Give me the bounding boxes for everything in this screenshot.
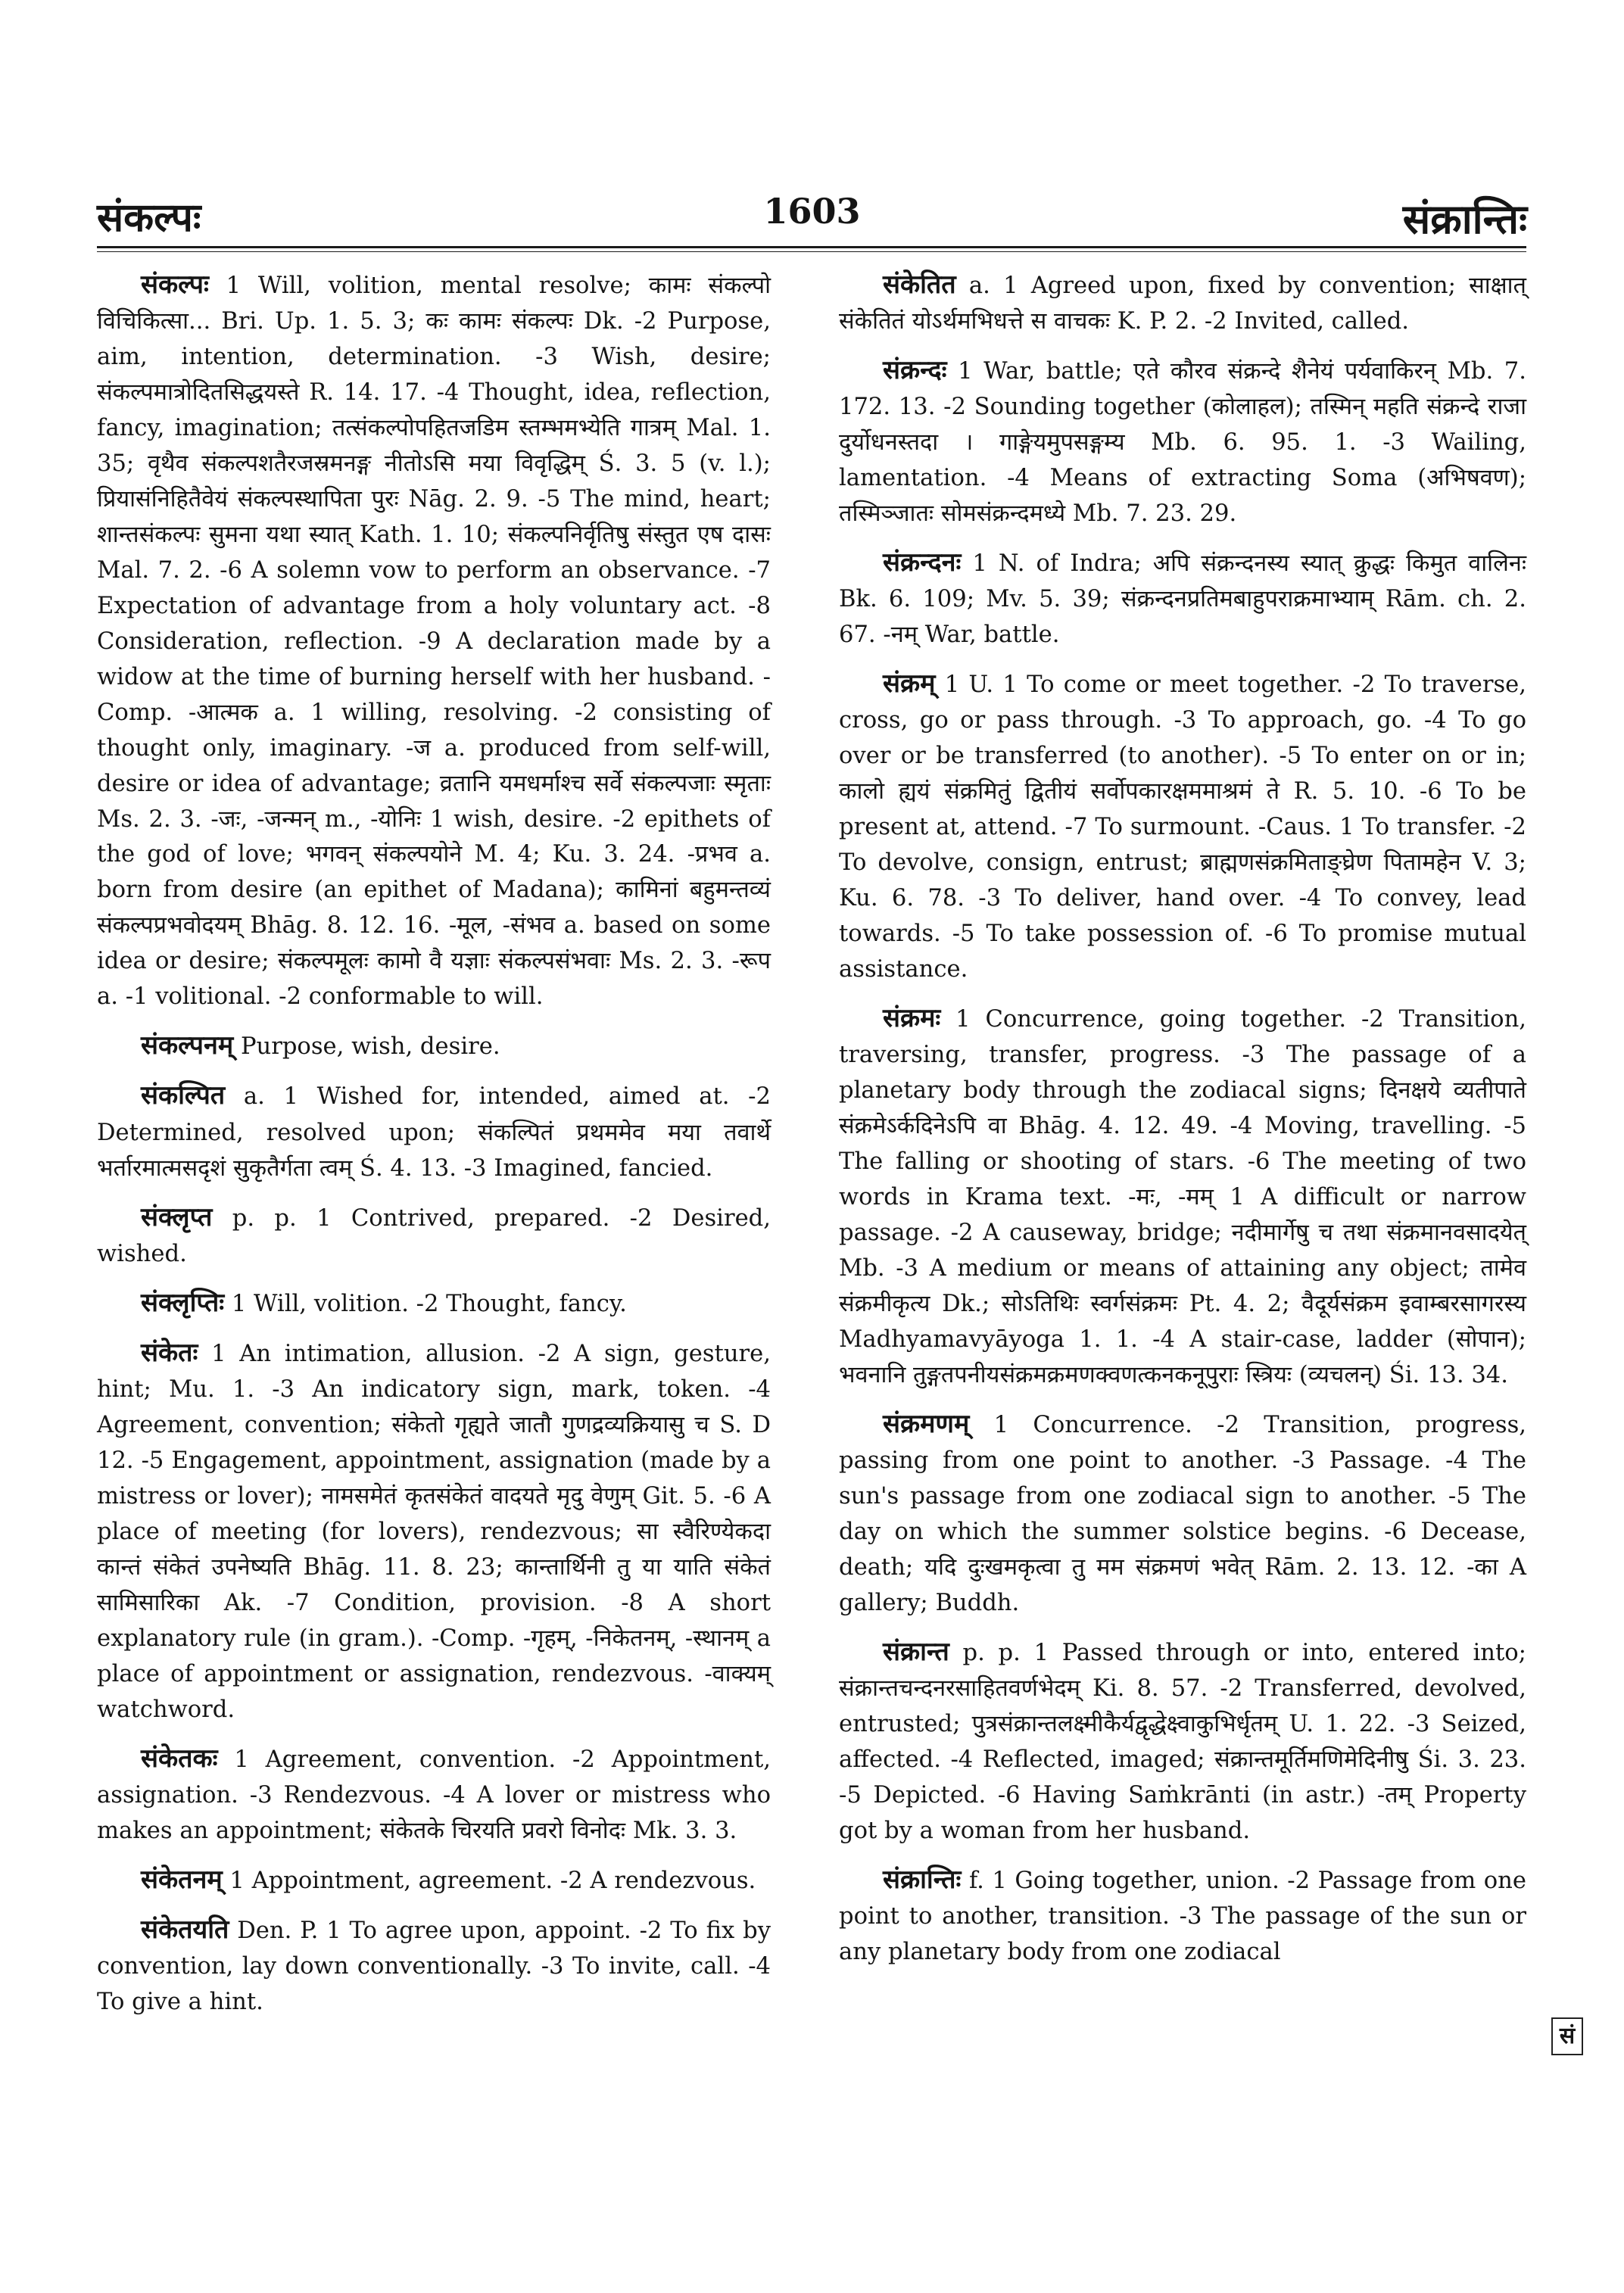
entry-definition: 1 Will, volition. -2 Thought, fancy.	[231, 1290, 627, 1317]
entry-definition: 1 An intimation, allusion. -2 A sign, gesture, hint; Mu. 1. -3 An indicatory sign, mark, token. -4 Agreement, convention; संकेतो गृह्यते जातौ गुणद्रव्यक्रियासु च S. D 12. -5 Engagement, appointment, assignation (made by a mistress or lover); नामसमेतं कृतसंकेतं वादयते मृदु वेणुम् Git. 5. -6 A place of meeting (for lovers), rendezvous; सा स्वैरिण्येकदा कान्तं संकेतं उपनेष्यति Bhāg. 11. 8. 23; कान्तार्थिनी तु या याति संकेतं सामिसारिका Ak. -7 Condition, provision. -8 A short explanatory rule (in gram.). -Comp. -गृहम्, -निकेतनम्, -स्थानम् a place of appointment or assignation, rendezvous. -वाक्यम् watchword.	[97, 1340, 771, 1723]
entry-definition: 1 Will, volition, mental resolve; कामः संकल्पो विचिकित्सा... Bri. Up. 1. 5. 3; कः कामः संकल्पः Dk. -2 Purpose, aim, intention, determination. -3 Wish, desire; संकल्पमात्रोदितसिद्धयस्ते R. 14. 17. -4 Thought, idea, reflection, fancy, imagination; तत्संकल्पोपहितजडिम स्तम्भमभ्येति गात्रम् Mal. 1. 35; वृथैव संकल्पशतैरजस्रमनङ्ग नीतोऽसि मया विवृद्धिम् Ś. 3. 5 (v. l.); प्रियासंनिहितैवेयं संकल्पस्थापिता पुरः Nāg. 2. 9. -5 The mind, heart; शान्तसंकल्पः सुमना यथा स्यात् Kath. 1. 10; संकल्पनिर्वृतिषु संस्तुत एष दासः Mal. 7. 2. -6 A solemn vow to perform an observance. -7 Expectation of advantage from a holy voluntary act. -8 Consideration, reflection. -9 A declaration made by a widow at the time of burning herself with her husband. -Comp. -आत्मक a. 1 willing, resolving. -2 consisting of thought only, imaginary. -ज a. produced from self-will, desire or idea of advantage; व्रतानि यमधर्माश्च सर्वे संकल्पजाः स्मृताः Ms. 2. 3. -जः, -जन्मन् m., -योनिः 1 wish, desire. -2 epithets of the god of love; भगवन् संकल्पयोने M. 4; Ku. 3. 24. -प्रभव a. born from desire (an epithet of Madana); कामिनां बहुमन्तव्यं संकल्पप्रभवोदयम् Bhāg. 8. 12. 16. -मूल, -संभव a. based on some idea or desire; संकल्पमूलः कामो वै यज्ञाः संकल्पसंभवाः Ms. 2. 3. -रूप a. -1 volitional. -2 conformable to will.	[97, 273, 771, 1011]
entry-headword: संक्रन्दनः	[883, 547, 962, 578]
entry-headword: संक्रमः	[883, 1003, 941, 1034]
entry-headword: संकेतित	[883, 269, 956, 300]
entry-definition: Purpose, wish, desire.	[240, 1033, 500, 1061]
entry-headword: संक्लृप्तिः	[141, 1287, 225, 1318]
dictionary-entry	[839, 664, 1526, 988]
dictionary-entry	[97, 1860, 771, 1899]
dictionary-entry	[97, 1910, 771, 2020]
entry-definition: 1 Concurrence. -2 Transition, progress, passing from one point to another. -3 Passage. -4 The sun's passage from one zodiacal sign to another. -5 The day on which the summer solstice begins. -6 Decease, death; यदि दुःखमकृत्वा तु मम संक्रमणं भवेत् Rām. 2. 13. 12. -का A gallery; Buddh.	[839, 1411, 1526, 1616]
dictionary-entry	[97, 1283, 771, 1323]
dictionary-entry	[839, 1404, 1526, 1622]
entry-headword: संकल्पित	[141, 1080, 226, 1111]
dictionary-entry	[839, 350, 1526, 532]
entry-headword: संक्रम्	[883, 668, 936, 699]
entry-definition: p. p. 1 Contrived, prepared. -2 Desired, wished.	[97, 1204, 771, 1267]
page-number: 1603	[763, 191, 861, 232]
dictionary-entry	[97, 1739, 771, 1849]
thumb-index-tab: सं	[1551, 2017, 1583, 2055]
entry-headword: संक्रान्त	[883, 1636, 949, 1667]
entry-headword: संकल्पनम्	[141, 1030, 234, 1061]
header-rule-thin	[97, 251, 1526, 252]
entry-headword: संकेतकः	[141, 1743, 218, 1774]
dictionary-entry	[839, 1860, 1526, 1971]
entry-definition: a. 1 Wished for, intended, aimed at. -2 Determined, resolved upon; संकल्पितं प्रथममेव मया तवार्थे भर्तारमात्मसदृशं सुकृतैर्गता त्वम् Ś. 4. 13. -3 Imagined, fancied.	[97, 1083, 771, 1182]
entry-definition: p. p. 1 Passed through or into, entered into; संक्रान्तचन्दनरसाहितवर्णभेदम् Ki. 8. 57. -2 Transferred, devolved, entrusted; पुत्रसंक्रान्तलक्ष्मीकैर्यद्वृद्धेक्ष्वाकुभिर्धृतम् U. 1. 22. -3 Seized, affected. -4 Reflected, imaged; संक्रान्तमूर्तिमणिमेदिनीषु Śi. 3. 23. -5 Depicted. -6 Having Saṁkrānti (in astr.) -तम् Property got by a woman from her husband.	[839, 1639, 1526, 1844]
dictionary-entry	[97, 1076, 771, 1186]
entry-headword: संक्लृप्त	[141, 1201, 213, 1232]
dictionary-entry	[97, 265, 771, 1015]
entry-headword: संकेतः	[141, 1337, 198, 1368]
left-running-head: संकल्पः	[97, 195, 201, 241]
entry-headword: संकल्पः	[141, 269, 209, 300]
entry-headword: संक्रमणम्	[883, 1408, 970, 1439]
dictionary-entry	[839, 265, 1526, 340]
entry-definition: a. 1 Agreed upon, fixed by convention; साक्षात् संकेतितं योऽर्थमभिधत्ते स वाचकः K. P. 2. -2 Invited, called.	[839, 273, 1526, 335]
entry-definition: 1 U. 1 To come or meet together. -2 To traverse, cross, go or pass through. -3 To approach, go. -4 To go over or be transferred (to another). -5 To enter on or in; कालो ह्ययं संक्रमितुं द्वितीयं सर्वोपकारक्षममाश्रमं ते R. 5. 10. -6 To be present at, attend. -7 To surmount. -Caus. 1 To transfer. -2 To devolve, consign, entrust; ब्राह्मणसंक्रमिताङ्घ्रेण पितामहेन V. 3; Ku. 6. 78. -3 To deliver, hand over. -4 To convey, lead towards. -5 To take possession of. -6 To promise mutual assistance.	[839, 671, 1526, 983]
entry-definition: 1 Appointment, agreement. -2 A rendezvous.	[229, 1867, 756, 1894]
entry-headword: संक्रन्दः	[883, 355, 947, 386]
right-running-head: संक्रान्तिः	[1402, 195, 1527, 243]
entry-definition: 1 Concurrence, going together. -2 Transition, traversing, transfer, progress. -3 The passage of a planetary body through the zodiacal signs; दिनक्षये व्यतीपाते संक्रमेऽर्कदिनेऽपि वा Bhāg. 4. 12. 49. -4 Moving, travelling. -5 The falling or shooting of stars. -6 The meeting of two words in Krama text. -मः, -मम् 1 A difficult or narrow passage. -2 A causeway, bridge; नदीमार्गेषु च तथा संक्रमानवसादयेत् Mb. -3 A medium or means of attaining any object; तामेव संक्रमीकृत्य Dk.; सोऽतिथिः स्वर्गसंक्रमः Pt. 4. 2; वैदूर्यसंक्रम इवाम्बरसागरस्य Madhyamavyāyoga 1. 1. -4 A stair-case, ladder (सोपान); भवनानि तुङ्गतपनीयसंक्रमक्रमणक्वणत्कनकनूपुराः स्त्रियः (व्यचलन्) Śi. 13. 34.	[839, 1006, 1526, 1388]
dictionary-entry	[97, 1026, 771, 1065]
entry-headword: संक्रान्तिः	[883, 1864, 962, 1895]
header-rule	[97, 246, 1526, 248]
entry-headword: संकेतनम्	[141, 1864, 223, 1895]
dictionary-entry	[839, 543, 1526, 653]
entry-definition: 1 N. of Indra; अपि संक्रन्दनस्य स्यात् क्रुद्धः किमुत वालिनः Bk. 6. 109; Mv. 5. 39; संक्रन्दनप्रतिमबाहुपराक्रमाभ्याम् Rām. ch. 2. 67. -नम् War, battle.	[839, 550, 1526, 649]
right-column	[839, 265, 1526, 1981]
entry-definition: 1 War, battle; एते कौरव संक्रन्दे शैनेयं पर्यवाकिरन् Mb. 7. 172. 13. -2 Sounding together (कोलाहल); तस्मिन् महति संक्रन्दे राजा दुर्योधनस्तदा । गाङ्गेयमुपसङ्गम्य Mb. 6. 95. 1. -3 Wailing, lamentation. -4 Means of extracting Soma (अभिषवण); तस्मिञ्जातः सोमसंक्रन्दमध्ये Mb. 7. 23. 29.	[839, 358, 1526, 528]
dictionary-entry	[839, 999, 1526, 1394]
entry-definition: f. 1 Going together, union. -2 Passage from one point to another, transition. -3 The passage of the sun or any planetary body from one zodiacal	[839, 1867, 1526, 1965]
left-column	[97, 265, 771, 2031]
entry-headword: संकेतयति	[141, 1914, 229, 1945]
dictionary-entry	[97, 1198, 771, 1273]
dictionary-entry	[839, 1632, 1526, 1849]
entry-definition: 1 Agreement, convention. -2 Appointment, assignation. -3 Rendezvous. -4 A lover or mistress who makes an appointment; संकेतके चिरयति प्रवरो विनोदः Mk. 3. 3.	[97, 1746, 771, 1844]
dictionary-entry	[97, 1333, 771, 1728]
entry-definition: Den. P. 1 To agree upon, appoint. -2 To fix by convention, lay down conventionally. -3 To invite, call. -4 To give a hint.	[97, 1917, 771, 2015]
